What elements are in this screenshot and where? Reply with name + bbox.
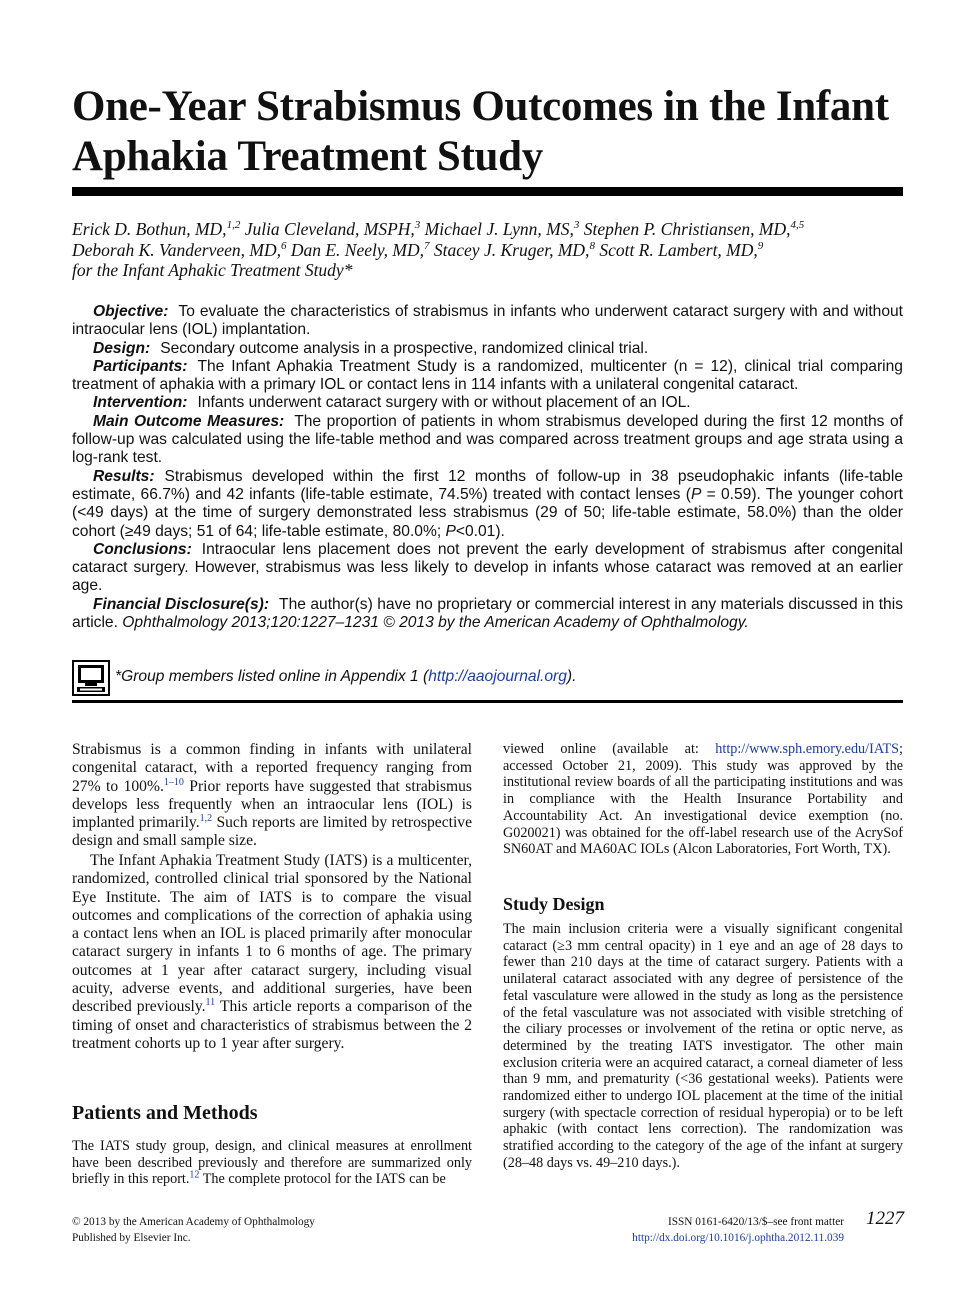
author-affiliation: 4,5 <box>790 219 805 232</box>
author-name: Dan E. Neely, MD, <box>290 239 425 260</box>
publisher-line: Published by Elsevier Inc. <box>72 1231 191 1244</box>
abstract-conclusions <box>72 541 903 596</box>
copyright-line: © 2013 by the American Academy of Ophthalmology <box>72 1216 315 1228</box>
page-number: 1227 <box>866 1208 904 1229</box>
abstract-intervention <box>72 394 903 412</box>
results-text: <0.01). <box>455 522 505 540</box>
protocol-paragraph <box>503 741 903 858</box>
appendix-text-end: ). <box>566 668 577 685</box>
study-design-paragraph: The main inclusion criteria were a visually significant congenital cataract (≥3 mm central opacity) in 1 eye and an age of 28 days to fewer than 210 days at the time of cataract surgery. Patients with a unilateral cataract associated with any degree of persistence of the fetal vasculature were allowed in the study as long as the persistence of the fetal vasculature was not associated with visible stretching of the ciliary processes or involvement of the retina or optic nerve, as determined by the treating IATS investigator. The other main exclusion criteria were an acquired cataract, a corneal diameter of less than 9 mm, and prematurity (<36 gestational weeks). Patients were randomized either to undergo IOL placement at the time of the initial surgery (with spectacle correction of residual hyperopia) or to be left aphakic (with contact lens correction). The randomization was stratified according to the category of the age of the infant at surgery (28–48 days vs. 49–210 days.). <box>503 921 903 1171</box>
author-affiliation: 3 <box>414 219 421 232</box>
abstract-design <box>72 340 903 358</box>
protocol-link[interactable]: http://www.sph.emory.edu/IATS <box>715 741 900 757</box>
abstract-objective <box>72 303 903 340</box>
objective-text: To evaluate the characteristics of strabismus in infants who underwent cataract surgery with and without intraocular lens (IOL) implantation. <box>72 303 903 339</box>
disclosure-text: The author(s) have no proprietary or commercial interest in any materials discussed in this article. <box>72 595 903 632</box>
intervention-text: Infants underwent cataract surgery with or without placement of an IOL. <box>197 394 691 412</box>
iats-text: The Infant Aphakia Treatment Study (IATS) is a multicenter, randomized, controlled clinical trial sponsored by the National Eye Institute. The aim of IATS is to compare the visual outcomes and complications of the correction of aphakia using a contact lens when an IOL is placed primarily after monocular cataract surgery in infants 1 to 6 months of age. The primary outcomes at 1 year after cataract surgery, including visual acuity, adverse events, and additional surgeries, have been described previously. <box>72 852 472 1016</box>
footer-right <box>560 1215 844 1246</box>
intro-text: Strabismus is a common finding in infants with unilateral congenital cataract, with a reported frequency ranging from 27% to 100%. <box>72 741 472 795</box>
author-list <box>72 219 912 281</box>
intervention-label: Intervention: <box>93 394 188 412</box>
author-affiliation: 1,2 <box>226 219 241 232</box>
author-name: Julia Cleveland, MSPH, <box>244 219 415 239</box>
iats-paragraph <box>72 852 472 1053</box>
results-label: Results: <box>93 467 155 485</box>
participants-text: The Infant Aphakia Treatment Study is a randomized, multicenter (n = 12), clinical trial comparing treatment of aphakia with a primary IOL or contact lens in 114 infants with a unilateral congenital cataract. <box>72 357 903 394</box>
citation-ref[interactable]: 1,2 <box>199 813 213 824</box>
citation-ref[interactable]: 11 <box>205 997 216 1009</box>
abstract-measures <box>72 413 903 468</box>
methods-text: The IATS study group, design, and clinical measures at enrollment have been described previously and therefore are summarized only briefly in this report. <box>72 1138 472 1188</box>
author-name: Scott R. Lambert, MD, <box>599 239 758 260</box>
title-rule <box>72 187 903 196</box>
abstract-disclosure <box>72 596 903 633</box>
protocol-text: ; accessed October 21, 2009). This study was approved by the institutional review boards of all the participating institutions and was in compliance with the Health Insurance Portability and Accountability Act. An investigational device exemption (no. G020021) was obtained for the off-label research use of the AcrySof SN60AT and MA60AC IOLs (Alcon Laboratories, Fort Worth, TX). <box>503 741 903 858</box>
results-text: = 0.59). The younger cohort (<49 days) at the time of surgery demonstrated less strabismus (29 of 50; life-table estimate, 58.0%) than the older cohort (≥49 days; 51 of 64; life-table estimate, 80.0%; <box>72 485 903 540</box>
design-text: Secondary outcome analysis in a prospective, randomized clinical trial. <box>160 339 649 357</box>
measures-text: The proportion of patients in whom strabismus developed during the first 12 months of follow-up was calculated using the life-table method and was compared across treatment groups and age strata using a log-rank test. <box>72 412 903 467</box>
author-name: Michael J. Lynn, MS, <box>424 219 574 239</box>
iats-text: This article reports a comparison of the timing of onset and characteristics of strabismus between the 2 treatment cohorts up to 1 year after surgery. <box>72 998 472 1052</box>
journal-citation: Ophthalmology 2013;120:1227–1231 © 2013 by the American Academy of Ophthalmology. <box>122 614 749 632</box>
citation-ref[interactable]: 1–10 <box>163 776 184 788</box>
study-group-line: for the Infant Aphakic Treatment Study* <box>72 260 353 280</box>
measures-label: Main Outcome Measures: <box>93 412 285 430</box>
objective-label: Objective: <box>93 303 169 320</box>
abstract <box>72 303 903 632</box>
issn-line: ISSN 0161-6420/13/$–see front matter <box>667 1216 844 1228</box>
intro-text: Prior reports have suggested that strabismus develops less frequently when an intraocular lens (IOL) is implanted primarily. <box>72 777 473 832</box>
methods-paragraph <box>72 1138 472 1188</box>
author-name: Erick D. Bothun, MD, <box>72 219 227 239</box>
journal-link[interactable]: http://aaojournal.org <box>428 668 567 685</box>
section-heading: Patients and Methods <box>72 1102 258 1124</box>
author-name: Stacey J. Kruger, MD, <box>433 239 590 260</box>
design-label: Design: <box>93 339 151 357</box>
results-text: Strabismus developed within the first 12 months of follow-up in 38 pseudophakic infants (life-table estimate, 66.7%) and 42 infants (life-table estimate, 74.5%) treated with contact lenses ( <box>72 467 903 503</box>
article-title: One-Year Strabismus Outcomes in the Infant Aphakia Treatment Study <box>72 83 889 180</box>
conclusions-text: Intraocular lens placement does not prevent the early development of strabismus after congenital cataract surgery. However, strabismus was less likely to develop in infants whose cataract was removed at an earlier age. <box>72 540 903 595</box>
intro-paragraph <box>72 741 472 851</box>
author-affiliation: 9 <box>757 239 764 252</box>
protocol-text: viewed online (available at: <box>503 741 716 757</box>
abstract-results <box>72 468 903 541</box>
author-name: Stephen P. Christiansen, MD, <box>583 219 791 239</box>
conclusions-label: Conclusions: <box>93 540 192 558</box>
p-value-symbol: P <box>445 522 456 540</box>
disclosure-label: Financial Disclosure(s): <box>93 595 270 613</box>
computer-icon <box>72 660 110 696</box>
participants-label: Participants: <box>93 357 188 375</box>
author-affiliation: 6 <box>280 239 287 252</box>
author-affiliation: 7 <box>424 239 430 252</box>
methods-text: The complete protocol for the IATS can be <box>199 1171 446 1188</box>
intro-text: Such reports are limited by retrospective design and small sample size. <box>72 814 473 850</box>
footer-left <box>72 1215 315 1246</box>
abstract-rule <box>72 700 903 703</box>
citation-ref[interactable]: 12 <box>189 1169 200 1181</box>
author-name: Deborah K. Vanderveen, MD, <box>72 239 281 260</box>
abstract-participants <box>72 358 903 395</box>
author-affiliation: 3 <box>573 219 580 232</box>
appendix-note <box>72 660 903 696</box>
p-value-symbol: P <box>690 485 702 503</box>
doi-link[interactable]: http://dx.doi.org/10.1016/j.ophtha.2012.11.039 <box>632 1231 844 1244</box>
section-heading: Study Design <box>503 894 605 914</box>
author-affiliation: 8 <box>589 239 595 252</box>
appendix-text: *Group members listed online in Appendix 1 ( <box>115 668 429 685</box>
